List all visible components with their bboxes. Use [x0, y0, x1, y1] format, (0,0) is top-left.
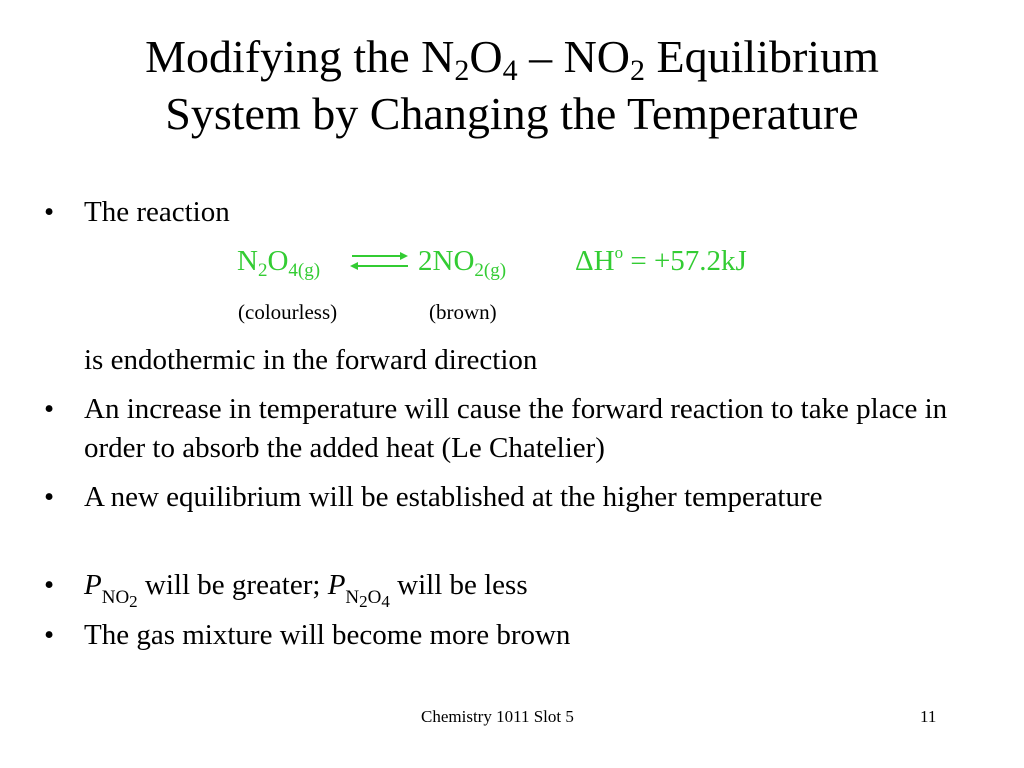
equation-subscript: 4(g) — [288, 260, 321, 281]
equation-text: ΔH — [575, 245, 615, 277]
bullet-marker: • — [44, 619, 55, 651]
equation-subscript: 2 — [257, 260, 268, 281]
subscript-text: N — [345, 587, 360, 608]
bullet-marker: • — [44, 569, 55, 601]
bullet-text: A new equilibrium will be established at the higher temperature — [84, 481, 823, 513]
footer-page-number: 11 — [920, 707, 937, 726]
equation-reactant — [237, 243, 320, 279]
title-text: – NO — [517, 31, 631, 82]
bullet-text — [84, 566, 994, 611]
equation-enthalpy — [575, 243, 747, 279]
bullet-item — [44, 390, 994, 468]
label-brown: (brown) — [429, 300, 497, 324]
title-line-1 — [0, 28, 1024, 85]
bullet-text: The gas mixture will become more brown — [84, 619, 571, 651]
equation-text: N — [237, 245, 258, 277]
bullet-text: The reaction — [84, 196, 230, 228]
bullet-continuation: is endothermic in the forward direction — [84, 344, 538, 376]
subscript-text: 4 — [381, 592, 390, 611]
equation-text: O — [267, 245, 289, 277]
title-subscript: 2 — [454, 54, 470, 87]
bullet-marker: • — [44, 393, 55, 425]
title-text: Modifying the N — [145, 31, 455, 82]
equation-text: = +57.2kJ — [623, 245, 747, 277]
title-subscript: 2 — [630, 54, 646, 87]
bullet-item — [44, 566, 994, 611]
equation-superscript: o — [614, 243, 624, 262]
equation-product — [418, 243, 506, 279]
slide-title — [0, 28, 1024, 142]
subscript-text: NO — [101, 587, 130, 608]
bullet-text: An increase in temperature will cause the forward reaction to take place in order to absorb the added heat (Le Chatelier) — [84, 393, 948, 464]
pressure-subscript — [101, 587, 138, 611]
equilibrium-arrows-icon — [348, 251, 412, 271]
equation-subscript: 2(g) — [474, 260, 507, 281]
pressure-symbol: P — [84, 569, 102, 601]
bullet-text-part: will be greater; — [137, 569, 328, 601]
subscript-text: 2 — [359, 592, 368, 611]
bullet-item — [44, 616, 994, 655]
pressure-symbol: P — [327, 569, 346, 601]
bullet-item — [44, 478, 874, 517]
bullet-marker: • — [44, 481, 55, 513]
label-colourless: (colourless) — [238, 300, 338, 324]
equation-text: 2NO — [418, 245, 475, 277]
pressure-subscript — [345, 587, 390, 611]
title-text: O — [469, 31, 503, 82]
footer-course: Chemistry 1011 Slot 5 — [421, 707, 574, 726]
bullet-marker: • — [44, 196, 55, 228]
bullet-item — [44, 193, 994, 232]
title-line-2: System by Changing the Temperature — [165, 88, 859, 139]
title-subscript: 4 — [502, 54, 518, 87]
title-text: Equilibrium — [645, 31, 879, 82]
subscript-text: 2 — [129, 592, 138, 611]
bullet-text-part: will be less — [389, 569, 528, 601]
subscript-text: O — [367, 587, 382, 608]
